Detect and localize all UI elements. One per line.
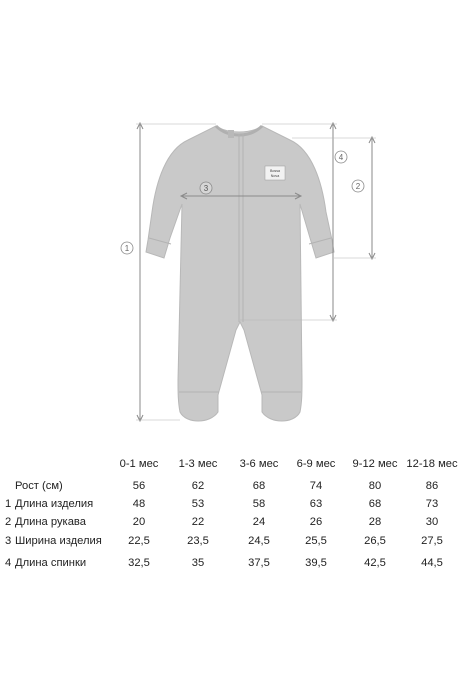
table-header-row xyxy=(0,458,460,476)
table-cell: 26 xyxy=(309,516,323,528)
brand-tag-line-2: Nova xyxy=(270,174,280,178)
table-cell: 80 xyxy=(368,480,382,492)
table-cell: 73 xyxy=(425,498,439,510)
table-cell: 44,5 xyxy=(421,557,443,569)
table-cell: 68 xyxy=(252,480,266,492)
row-label: Ширина изделия xyxy=(15,535,102,547)
table-cell: 74 xyxy=(309,480,323,492)
table-cell: 35 xyxy=(191,557,205,569)
column-header: 3-6 мес xyxy=(239,458,279,470)
brand-tag xyxy=(265,166,285,180)
brand-tag-line-1: Bossa xyxy=(270,169,280,173)
marker-3-label: 3 xyxy=(203,184,209,193)
table-cell: 56 xyxy=(132,480,146,492)
column-header: 9-12 мес xyxy=(352,458,398,470)
column-header: 0-1 мес xyxy=(119,458,159,470)
table-cell: 20 xyxy=(132,516,146,528)
table-row xyxy=(0,498,460,516)
table-cell: 24 xyxy=(252,516,266,528)
marker-4-label: 4 xyxy=(338,153,344,162)
row-label: Рост (см) xyxy=(15,480,63,492)
table-cell: 25,5 xyxy=(305,535,327,547)
table-row xyxy=(0,480,460,498)
table-cell: 22 xyxy=(191,516,205,528)
table-cell: 42,5 xyxy=(364,557,386,569)
row-number: 3 xyxy=(5,535,12,547)
sleepsuit-illustration xyxy=(146,126,334,421)
neck-label xyxy=(228,130,234,138)
table-cell: 32,5 xyxy=(128,557,150,569)
table-cell: 22,5 xyxy=(128,535,150,547)
row-label: Длина рукава xyxy=(15,516,86,528)
marker-1-label: 1 xyxy=(124,244,130,253)
table-cell: 53 xyxy=(191,498,205,510)
table-row xyxy=(0,557,460,575)
table-cell: 63 xyxy=(309,498,323,510)
column-header: 1-3 мес xyxy=(178,458,218,470)
table-cell: 68 xyxy=(368,498,382,510)
table-cell: 86 xyxy=(425,480,439,492)
table-row xyxy=(0,516,460,534)
row-number: 2 xyxy=(5,516,12,528)
row-number: 1 xyxy=(5,498,12,510)
table-cell: 62 xyxy=(191,480,205,492)
table-cell: 26,5 xyxy=(364,535,386,547)
table-cell: 39,5 xyxy=(305,557,327,569)
table-cell: 24,5 xyxy=(248,535,270,547)
table-cell: 27,5 xyxy=(421,535,443,547)
table-cell: 23,5 xyxy=(187,535,209,547)
sleepsuit-body xyxy=(146,126,334,421)
column-header: 6-9 мес xyxy=(296,458,336,470)
row-number: 4 xyxy=(5,557,12,569)
marker-2-label: 2 xyxy=(355,182,361,191)
row-label: Длина изделия xyxy=(15,498,94,510)
column-header: 12-18 мес xyxy=(406,458,458,470)
table-row xyxy=(0,535,460,553)
table-cell: 48 xyxy=(132,498,146,510)
row-label: Длина спинки xyxy=(15,557,87,569)
table-cell: 28 xyxy=(368,516,382,528)
table-cell: 58 xyxy=(252,498,266,510)
table-cell: 30 xyxy=(425,516,439,528)
table-cell: 37,5 xyxy=(248,557,270,569)
